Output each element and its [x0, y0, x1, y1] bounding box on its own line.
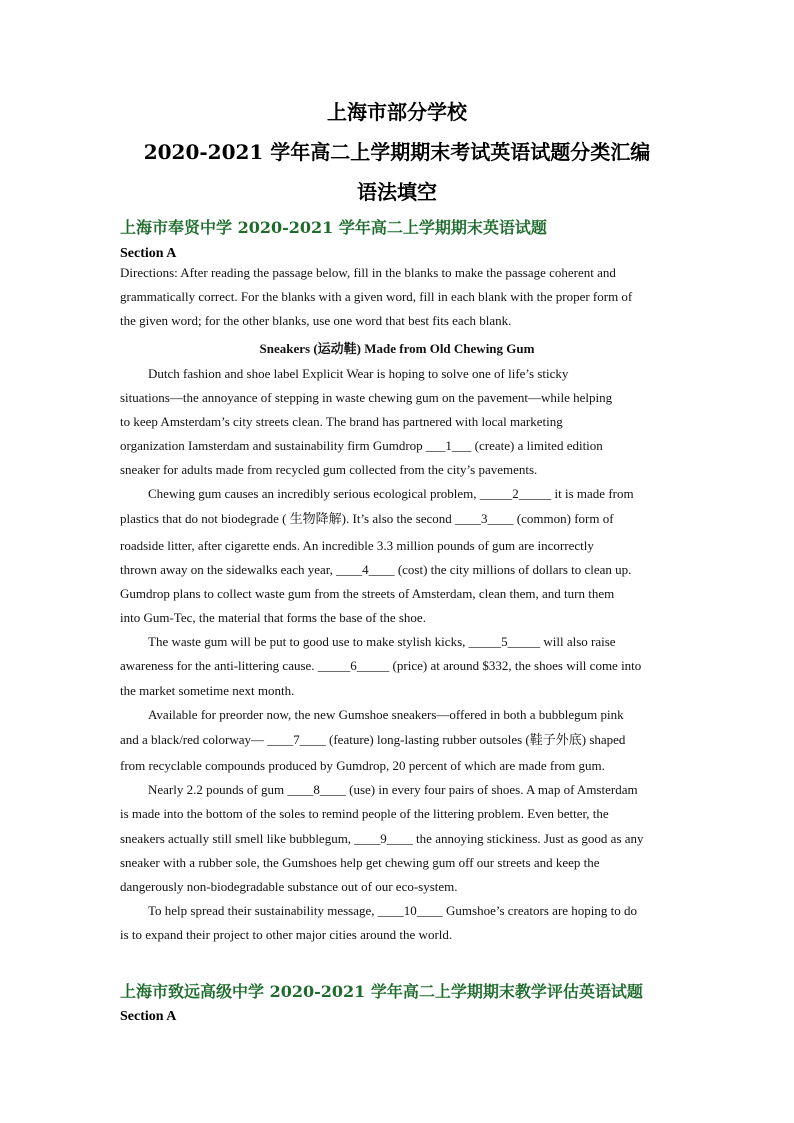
passage-line: To help spread their sustainability message, ____10____ Gumshoe’s creators are hoping to do — [148, 903, 638, 918]
school-heading-1: 上海市奉贤中学 2020-2021 学年高二上学期期末英语试题 — [120, 218, 547, 237]
passage-line: sneakers actually still smell like bubblegum, ____9____ the annoying stickiness. Just as good as any — [120, 831, 644, 846]
passage-line: to keep Amsterdam’s city streets clean. The brand has partnered with local marketing — [120, 414, 563, 429]
passage-line: Nearly 2.2 pounds of gum ____8____ (use) in every four pairs of shoes. A map of Amsterdam — [148, 782, 638, 797]
passage-line: the market sometime next month. — [120, 683, 295, 698]
passage-line: plastics that do not biodegrade ( 生物降解). It’s also the second ____3____ (common) form of — [120, 511, 614, 526]
passage-line: thrown away on the sidewalks each year, ____4____ (cost) the city millions of dollars to clean up. — [120, 562, 632, 577]
passage-line: dangerously non-biodegradable substance out of our eco-system. — [120, 879, 458, 894]
passage-line: is made into the bottom of the soles to remind people of the littering problem. Even better, the — [120, 806, 609, 821]
passage-line: organization Iamsterdam and sustainability firm Gumdrop ___1___ (create) a limited edition — [120, 438, 603, 453]
passage-line: sneaker with a rubber sole, the Gumshoes help get chewing gum off our streets and keep the — [120, 855, 600, 870]
passage-line: roadside litter, after cigarette ends. An incredible 3.3 million pounds of gum are incorrectly — [120, 538, 594, 553]
doc-title-line2: 2020-2021 学年高二上学期期末考试英语试题分类汇编 — [143, 140, 651, 164]
school-heading-2: 上海市致远高级中学 2020-2021 学年高二上学期期末教学评估英语试题 — [120, 982, 643, 1001]
passage-line: Gumdrop plans to collect waste gum from the streets of Amsterdam, clean them, and turn them — [120, 586, 615, 601]
passage-line: The waste gum will be put to good use to make stylish kicks, _____5_____ will also raise — [148, 634, 616, 649]
passage-line: Dutch fashion and shoe label Explicit Wear is hoping to solve one of life’s sticky — [148, 366, 569, 381]
section-label-2: Section A — [120, 1009, 177, 1024]
passage-line: into Gum-Tec, the material that forms the base of the shoe. — [120, 610, 426, 625]
doc-title-line1: 上海市部分学校 — [327, 100, 467, 124]
passage-line: Available for preorder now, the new Gumshoe sneakers—offered in both a bubblegum pink — [148, 707, 624, 722]
doc-title-line3: 语法填空 — [357, 180, 437, 204]
passage-title: Sneakers (运动鞋) Made from Old Chewing Gum — [259, 341, 535, 356]
passage-line: Chewing gum causes an incredibly serious ecological problem, _____2_____ it is made from — [148, 486, 634, 501]
directions-line: grammatically correct. For the blanks with a given word, fill in each blank with the proper form of — [120, 289, 633, 304]
section-label-1: Section A — [120, 246, 177, 261]
passage-line: awareness for the anti-littering cause. _____6_____ (price) at around $332, the shoes will come into — [120, 658, 642, 673]
passage-line: from recyclable compounds produced by Gumdrop, 20 percent of which are made from gum. — [120, 758, 605, 773]
passage-line: is to expand their project to other major cities around the world. — [120, 927, 453, 942]
directions-line: the given word; for the other blanks, use one word that best fits each blank. — [120, 313, 512, 328]
passage-line: situations—the annoyance of stepping in waste chewing gum on the pavement—while helping — [120, 390, 613, 405]
passage-line: sneaker for adults made from recycled gum collected from the city’s pavements. — [120, 462, 538, 477]
directions-line: Directions: After reading the passage below, fill in the blanks to make the passage coherent and — [120, 265, 616, 280]
passage-line: and a black/red colorway— ____7____ (feature) long-lasting rubber outsoles (鞋子外底) shaped — [120, 732, 626, 747]
